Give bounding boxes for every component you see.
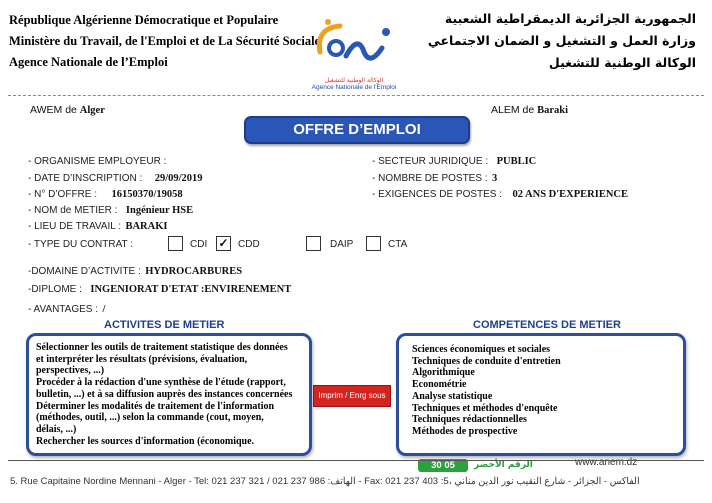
domaine-value: HYDROCARBURES	[145, 266, 243, 277]
footer-divider	[8, 460, 704, 461]
checkbox-cdi[interactable]	[168, 236, 183, 251]
footer-address: 5. Rue Capitaine Nordine Mennani - Alger - Tel: 021 237 321 / 021 237 986 :الهاتف - Fax: 021 237 403 :الفاكس - الجزائر - شارع النقيب نور الدين مناني ،5	[10, 476, 640, 487]
list-item: Rechercher les sources d'information (économique.	[36, 435, 255, 447]
competences-heading: COMPETENCES DE METIER	[473, 319, 621, 331]
list-item: (méthodes, outil, ...) selon la commande (cout, moyen,	[36, 412, 264, 424]
list-item: Procéder à la rédaction d'une synthèse de l'étude (rapport,	[36, 377, 286, 389]
field-organisme	[28, 151, 166, 169]
field-value: 3	[492, 173, 498, 184]
checkbox-cta-label: CTA	[388, 239, 408, 250]
field-avantages	[28, 299, 105, 317]
avantages-value: /	[102, 304, 106, 315]
field-label: - N° D’OFFRE :	[28, 189, 97, 200]
alem-field	[491, 104, 568, 116]
list-item: et interpréter les résultats (prévisions, évaluation,	[36, 353, 248, 365]
checkbox-cdi-label: CDI	[190, 239, 208, 250]
field-label: - NOM de METIER :	[28, 205, 118, 216]
website-link[interactable]: www.anem.dz	[575, 457, 638, 468]
header-arabic	[428, 8, 696, 74]
list-item: Techniques et méthodes d'enquête	[412, 402, 558, 414]
page-title: OFFRE D’EMPLOI	[244, 116, 470, 144]
field-value: 16150370/19058	[111, 189, 183, 200]
competences-box	[396, 333, 686, 456]
checkbox-cta[interactable]	[366, 236, 381, 251]
checkbox-cdd[interactable]: ✓	[216, 236, 231, 251]
list-item: Méthodes de prospective	[412, 425, 518, 437]
list-item: Déterminer les modalités de traitement de l'information	[36, 400, 275, 412]
field-label: - ORGANISME EMPLOYEUR :	[28, 156, 167, 167]
list-item: Techniques de conduite d'entretien	[412, 355, 561, 367]
list-item: délais, ...)	[36, 423, 77, 435]
field-value: BARAKI	[125, 221, 168, 232]
header-fr-agency: Agence Nationale de l’Emploi	[9, 55, 168, 69]
field-label: - EXIGENCES DE POSTES :	[372, 189, 503, 200]
activites-heading: ACTIVITES DE METIER	[104, 319, 225, 331]
header-divider	[8, 95, 704, 96]
awem-label: AWEM de	[30, 104, 77, 116]
logo-arabic-text: الوكالة الوطنية للتشغيل	[324, 77, 384, 84]
competences-list	[399, 336, 683, 438]
contract-label: - TYPE DU CONTRAT :	[28, 239, 134, 250]
list-item: Techniques rédactionnelles	[412, 414, 527, 426]
alem-value: Baraki	[537, 105, 569, 116]
field-label: - LIEU DE TRAVAIL :	[28, 221, 121, 232]
activites-list	[29, 336, 309, 447]
field-value: 29/09/2019	[154, 173, 203, 184]
awem-field	[30, 104, 105, 116]
checkbox-daip-label: DAIP	[330, 239, 354, 250]
header-french	[9, 10, 320, 73]
list-item: Sélectionner les outils de traitement statistique des données	[36, 342, 288, 353]
header-ar-ministry: وزارة العمل و التشغيل و الضمان الاجتماعي	[427, 33, 696, 48]
field-value: PUBLIC	[496, 156, 537, 167]
field-diplome	[28, 279, 291, 297]
avantages-label: - AVANTAGES :	[28, 304, 99, 315]
anem-logo-icon	[306, 12, 402, 72]
list-item: Analyse statistique	[412, 390, 493, 402]
list-item: perspectives, ...)	[36, 365, 105, 377]
list-item: Algorithmique	[412, 367, 475, 379]
field-label: - DATE D’INSCRIPTION :	[28, 173, 143, 184]
diplome-label: -DIPLOME :	[28, 284, 82, 295]
field-label: - SECTEUR JURIDIQUE :	[372, 156, 489, 167]
list-item: Sciences économiques et sociales	[412, 344, 551, 355]
logo-french-text: Agence Nationale de l'Emploi	[311, 84, 397, 91]
domaine-label: -DOMAINE D’ACTIVITE :	[28, 266, 141, 277]
checkbox-cdd-label: CDD	[238, 239, 260, 250]
field-value: Ingénieur HSE	[125, 205, 194, 216]
field-exigences	[372, 184, 628, 202]
green-number-badge: 30 05	[418, 459, 468, 472]
field-label: - NOMBRE DE POSTES :	[372, 173, 488, 184]
diplome-value: INGENIORAT D'ETAT :ENVIRENEMENT	[90, 284, 292, 295]
field-lieu-travail	[28, 216, 167, 234]
field-domaine	[28, 261, 242, 279]
imprim-enregistrer-button[interactable]: Imprim / Enrg sous	[313, 385, 391, 407]
header-fr-ministry: Ministère du Travail, de l'Emploi et de La Sécurité Sociale	[9, 34, 321, 48]
anem-logo	[306, 12, 402, 94]
header-ar-agency: الوكالة الوطنية للتشغيل	[548, 55, 696, 70]
field-value: 02 ANS D'EXPERIENCE	[512, 189, 629, 200]
activites-box	[26, 333, 312, 456]
list-item: bulletin, ...) et à sa diffusion auprès des instances concernées	[36, 388, 293, 400]
field-secteur-juridique	[372, 151, 536, 169]
awem-value: Alger	[79, 105, 105, 116]
green-number-label: الرقم الأخضر	[474, 460, 533, 470]
header-ar-republic: الجمهورية الجزائرية الديمقراطية الشعبية	[444, 11, 696, 26]
checkbox-daip[interactable]	[306, 236, 321, 251]
list-item: Econométrie	[412, 379, 467, 391]
alem-label: ALEM de	[491, 104, 535, 116]
header-fr-republic: République Algérienne Démocratique et Populaire	[9, 13, 279, 27]
